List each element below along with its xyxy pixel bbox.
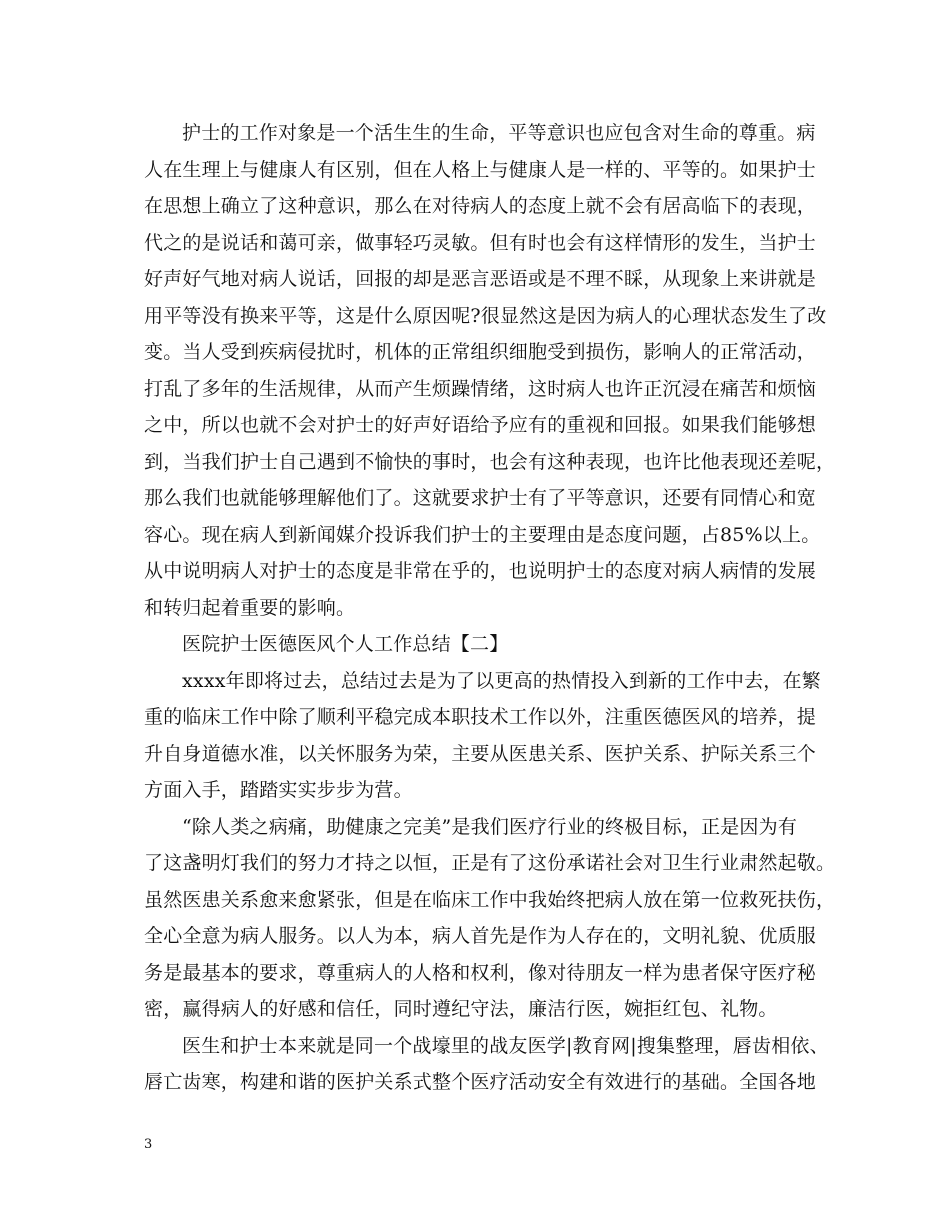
paragraph-line: 在思想上确立了这种意识，那么在对待病人的态度上就不会有居高临下的表现， bbox=[144, 195, 817, 217]
paragraph-line: 容心。现在病人到新闻媒介投诉我们护士的主要理由是态度问题，占85%以上。 bbox=[144, 524, 821, 546]
paragraph-line: 到，当我们护士自己遇到不愉快的事时，也会有这种表现，也许比他表现还差呢， bbox=[144, 451, 836, 473]
page-number: 3 bbox=[144, 1137, 153, 1152]
paragraph-line: 医生和护士本来就是同一个战壕里的战友医学|教育网|搜集整理，唇齿相依、 bbox=[182, 1035, 829, 1057]
paragraph-line: 从中说明病人对护士的态度是非常在乎的，也说明护士的态度对病人病情的发展 bbox=[144, 560, 817, 582]
section-heading: 医院护士医德医风个人工作总结【二】 bbox=[182, 633, 509, 655]
paragraph-line: 用平等没有换来平等，这是什么原因呢?很显然这是因为病人的心理状态发生了改 bbox=[144, 305, 827, 327]
paragraph-line: 人在生理上与健康人有区别，但在人格上与健康人是一样的、平等的。如果护士 bbox=[144, 159, 817, 181]
paragraph-line: 打乱了多年的生活规律，从而产生烦躁情绪，这时病人也许正沉浸在痛苦和烦恼 bbox=[144, 378, 817, 400]
paragraph-line: 务是最基本的要求，尊重病人的人格和权利，像对待朋友一样为患者保守医疗秘 bbox=[144, 962, 817, 984]
paragraph-line: xxxx年即将过去，总结过去是为了以更高的热情投入到新的工作中去，在繁 bbox=[182, 670, 821, 692]
paragraph-line: 之中，所以也就不会对护士的好声好语给予应有的重视和回报。如果我们能够想 bbox=[144, 414, 817, 436]
paragraph-line: 好声好气地对病人说话，回报的却是恶言恶语或是不理不睬，从现象上来讲就是 bbox=[144, 268, 817, 290]
paragraph-line: 虽然医患关系愈来愈紧张，但是在临床工作中我始终把病人放在第一位救死扶伤， bbox=[144, 889, 836, 911]
paragraph-line: 密，赢得病人的好感和信任，同时遵纪守法，廉洁行医，婉拒红包、礼物。 bbox=[144, 998, 778, 1020]
paragraph-line: 代之的是说话和蔼可亲，做事轻巧灵敏。但有时也会有这样情形的发生，当护士 bbox=[144, 232, 817, 254]
paragraph-line: 唇亡齿寒，构建和谐的医护关系式整个医疗活动安全有效进行的基础。全国各地 bbox=[144, 1071, 817, 1093]
paragraph-line: 变。当人受到疾病侵扰时，机体的正常组织细胞受到损伤，影响人的正常活动， bbox=[144, 341, 817, 363]
paragraph-line: 升自身道德水准，以关怀服务为荣，主要从医患关系、医护关系、护际关系三个 bbox=[144, 743, 817, 765]
paragraph-line: 和转归起着重要的影响。 bbox=[144, 597, 356, 619]
paragraph-line: 重的临床工作中除了顺利平稳完成本职技术工作以外，注重医德医风的培养，提 bbox=[144, 706, 817, 728]
paragraph-line: 护士的工作对象是一个活生生的生命，平等意识也应包含对生命的尊重。病 bbox=[182, 122, 816, 144]
paragraph-line: 那么我们也就能够理解他们了。这就要求护士有了平等意识，还要有同情心和宽 bbox=[144, 487, 817, 509]
paragraph-line: 全心全意为病人服务。以人为本，病人首先是作为人存在的，文明礼貌、优质服 bbox=[144, 925, 817, 947]
paragraph-line: 了这盏明灯我们的努力才持之以恒，正是有了这份承诺社会对卫生行业肃然起敬。 bbox=[144, 852, 836, 874]
paragraph-line: “除人类之病痛，助健康之完美”是我们医疗行业的终极目标，正是因为有 bbox=[182, 816, 798, 838]
paragraph-line: 方面入手，踏踏实实步步为营。 bbox=[144, 779, 413, 801]
